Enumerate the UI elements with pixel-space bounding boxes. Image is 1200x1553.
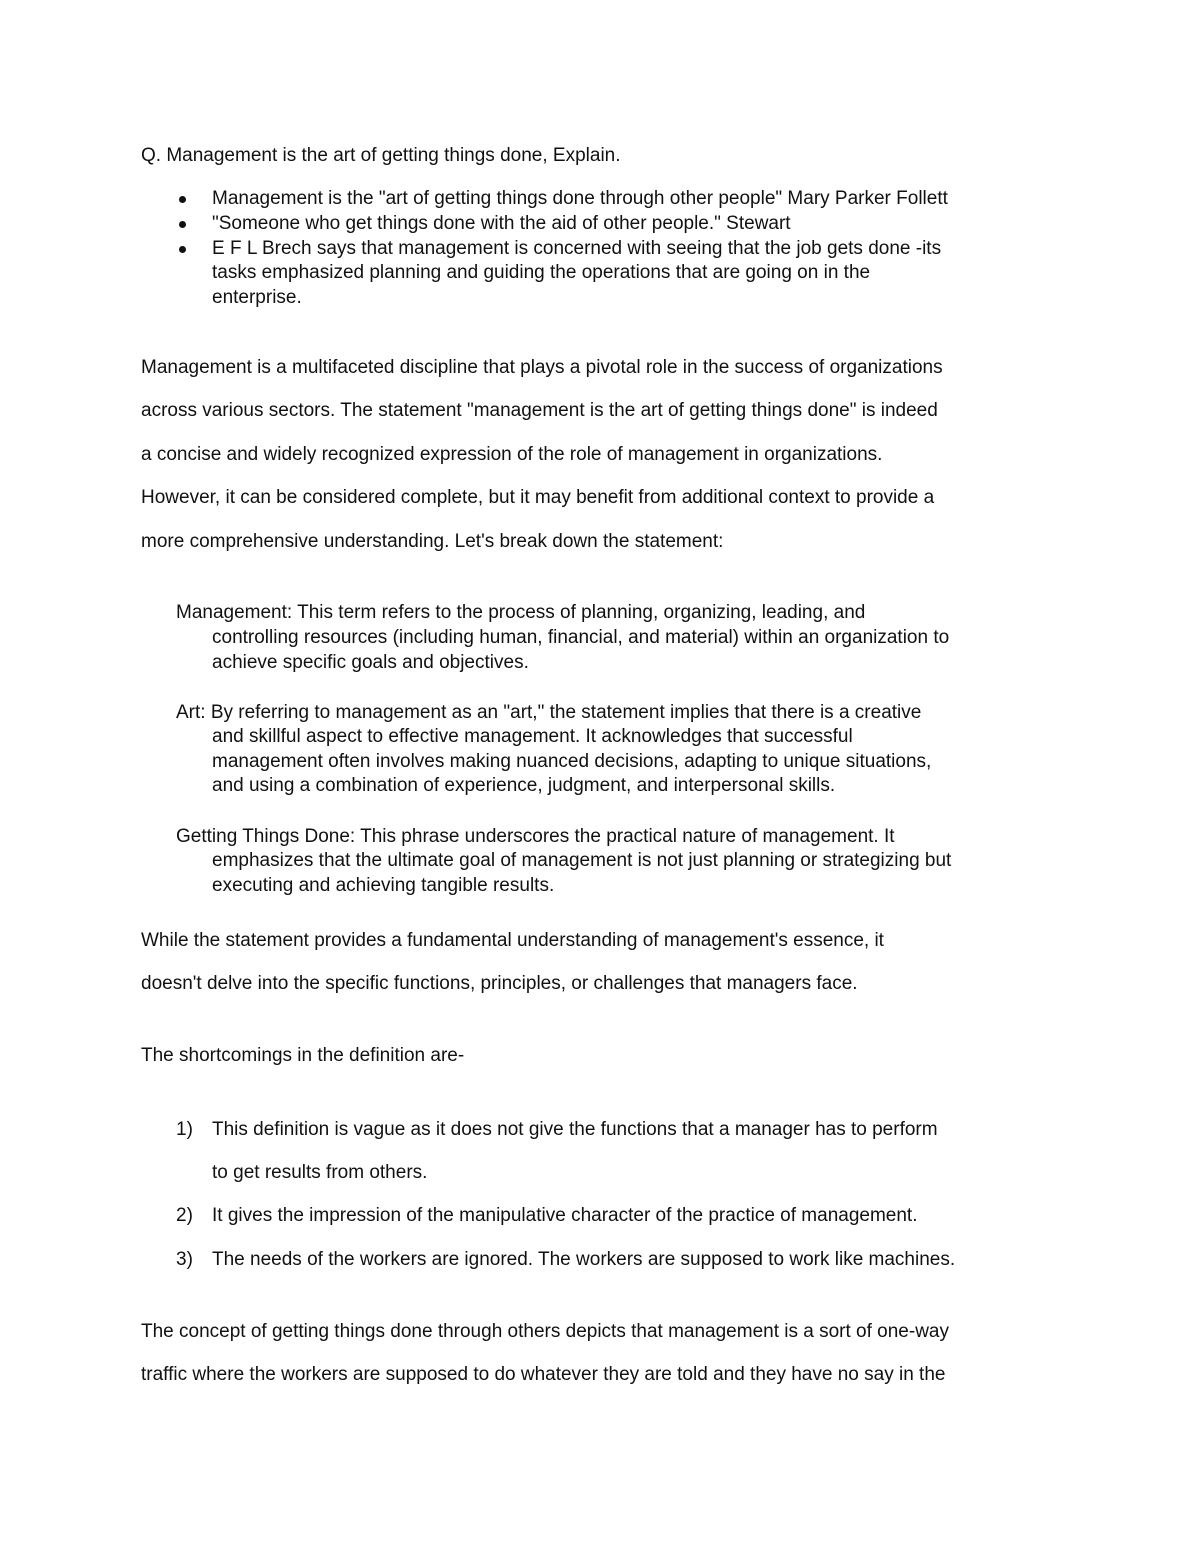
- paragraph-line: across various sectors. The statement "management is the art of getting things done" is indeed: [141, 400, 938, 421]
- breakdown-line: Getting Things Done: This phrase underscores the practical nature of management. It: [176, 826, 895, 847]
- paragraph-line: While the statement provides a fundamental understanding of management's essence, it: [141, 930, 884, 951]
- breakdown-line: management often involves making nuanced decisions, adapting to unique situations,: [212, 751, 932, 772]
- bullet-dot-icon: [179, 196, 186, 203]
- list-number: 1): [176, 1119, 193, 1140]
- breakdown-line: Art: By referring to management as an "art," the statement implies that there is a creative: [176, 702, 922, 723]
- bullet-line: enterprise.: [212, 287, 302, 308]
- bullet-line: Management is the "art of getting things done through other people" Mary Parker Follett: [212, 188, 948, 209]
- paragraph-line: doesn't delve into the specific functions, principles, or challenges that managers face.: [141, 973, 858, 994]
- list-number: 3): [176, 1249, 193, 1270]
- list-item-line: to get results from others.: [212, 1162, 428, 1183]
- breakdown-line: achieve specific goals and objectives.: [212, 652, 529, 673]
- bullet-line: E F L Brech says that management is concerned with seeing that the job gets done -its: [212, 238, 942, 259]
- breakdown-line: and using a combination of experience, judgment, and interpersonal skills.: [212, 775, 836, 796]
- paragraph-line: more comprehensive understanding. Let's break down the statement:: [141, 531, 724, 552]
- list-number: 2): [176, 1205, 193, 1226]
- breakdown-line: Management: This term refers to the process of planning, organizing, leading, and: [176, 602, 866, 623]
- bullet-dot-icon: [179, 246, 186, 253]
- breakdown-line: executing and achieving tangible results.: [212, 875, 555, 896]
- paragraph-line: The concept of getting things done through others depicts that management is a sort of one-way: [141, 1321, 949, 1342]
- bullet-line: "Someone who get things done with the aid of other people." Stewart: [212, 213, 791, 234]
- question-heading: Q. Management is the art of getting things done, Explain.: [141, 145, 621, 166]
- breakdown-line: controlling resources (including human, financial, and material) within an organization to: [212, 627, 950, 648]
- list-item-line: The needs of the workers are ignored. The workers are supposed to work like machines.: [212, 1249, 956, 1270]
- paragraph-line: traffic where the workers are supposed to do whatever they are told and they have no say in the: [141, 1364, 946, 1385]
- paragraph-line: Management is a multifaceted discipline that plays a pivotal role in the success of organizations: [141, 357, 943, 378]
- bullet-dot-icon: [179, 221, 186, 228]
- shortcomings-heading: The shortcomings in the definition are-: [141, 1045, 465, 1066]
- breakdown-line: emphasizes that the ultimate goal of management is not just planning or strategizing but: [212, 850, 952, 871]
- breakdown-line: and skillful aspect to effective management. It acknowledges that successful: [212, 726, 853, 747]
- list-item-line: This definition is vague as it does not give the functions that a manager has to perform: [212, 1119, 938, 1140]
- paragraph-line: a concise and widely recognized expression of the role of management in organizations.: [141, 444, 883, 465]
- list-item-line: It gives the impression of the manipulative character of the practice of management.: [212, 1205, 918, 1226]
- bullet-line: tasks emphasized planning and guiding the operations that are going on in the: [212, 262, 871, 283]
- paragraph-line: However, it can be considered complete, but it may benefit from additional context to provide a: [141, 487, 935, 508]
